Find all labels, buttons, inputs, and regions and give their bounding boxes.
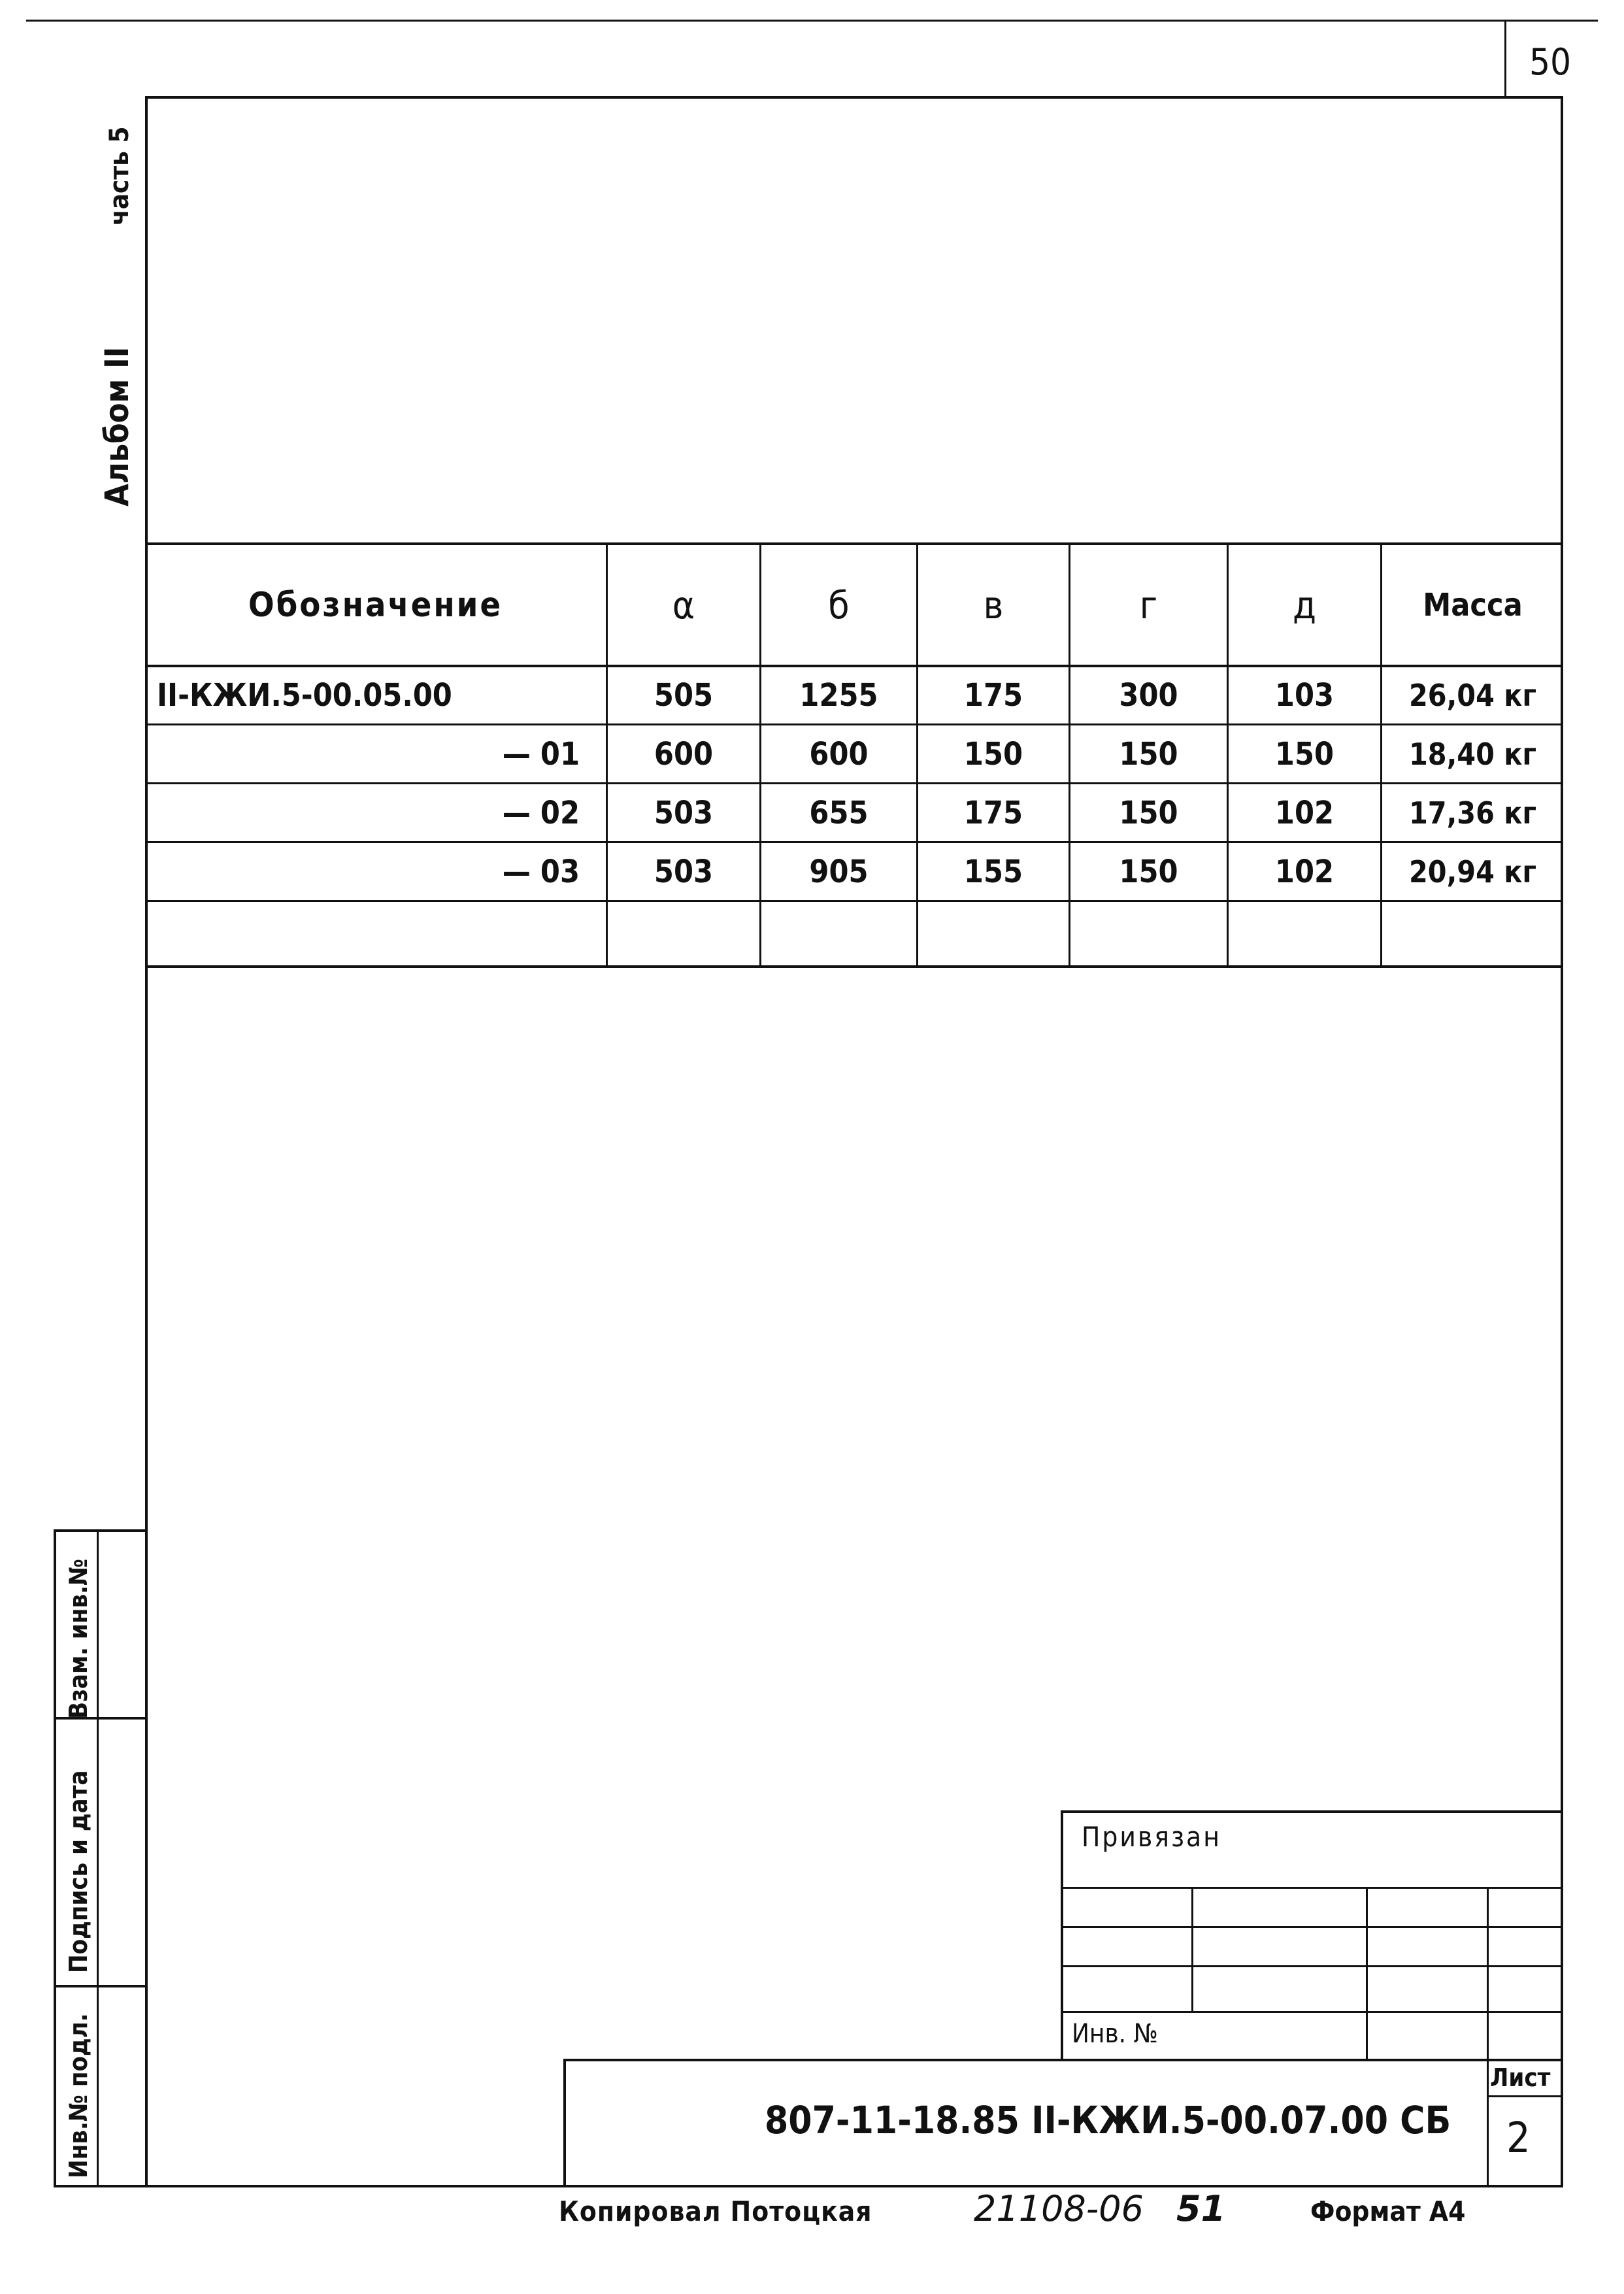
inv-no-label: Инв. № <box>1072 2019 1158 2049</box>
strip-inner-line <box>97 1529 99 2187</box>
header-g: г <box>1139 582 1158 627</box>
inv-podl-label: Инв.№ подл. <box>64 2013 93 2178</box>
sheet-box-divider <box>1487 2059 1489 2187</box>
page-number-box-divider <box>1504 22 1506 96</box>
table-bottom-line <box>145 965 1563 968</box>
top-border-line <box>26 20 1598 22</box>
privyazan-label: Привязан <box>1082 1821 1221 1853</box>
row1-b: 1255 <box>799 677 878 714</box>
signature-date-label: Подпись и дата <box>64 1770 93 1973</box>
row4-designation: — 03 <box>502 853 580 890</box>
row3-mass: 17,36 кг <box>1408 795 1537 831</box>
row3-a: 503 <box>654 794 714 831</box>
row2-b: 600 <box>809 735 869 773</box>
parameter-table <box>145 542 1563 967</box>
header-designation: Обозначение <box>248 585 503 625</box>
privyazan-grid-col <box>1487 1887 1489 2059</box>
sheet-label: Лист <box>1490 2063 1551 2092</box>
row1-designation: II-КЖИ.5-00.05.00 <box>157 677 452 714</box>
row3-g: 150 <box>1119 794 1178 831</box>
header-mass: Масса <box>1423 586 1523 623</box>
vzam-inv-label: Взам. инв.№ <box>64 1558 93 1719</box>
part-label: часть 5 <box>105 126 135 225</box>
row4-mass: 20,94 кг <box>1408 854 1537 889</box>
row3-v: 175 <box>963 794 1023 831</box>
row1-g: 300 <box>1119 677 1178 714</box>
page-number: 50 <box>1529 41 1572 84</box>
privyazan-grid-col <box>1366 1887 1368 2059</box>
header-a: α <box>672 582 695 627</box>
header-b: б <box>828 582 850 627</box>
header-d: д <box>1292 582 1317 627</box>
row3-b: 655 <box>809 794 869 831</box>
row2-v: 150 <box>963 735 1023 773</box>
album-label: Альбом II <box>98 346 136 507</box>
sheet-box-hline <box>1487 2095 1563 2097</box>
row3-designation: — 02 <box>502 794 580 831</box>
header-v: в <box>983 582 1004 627</box>
order-page: 51 <box>1176 2188 1226 2229</box>
row2-designation: — 01 <box>502 735 580 773</box>
row2-d: 150 <box>1274 735 1334 773</box>
row1-a: 505 <box>654 677 714 714</box>
privyazan-grid-col <box>1191 1887 1193 2011</box>
strip-divider <box>54 1985 148 1987</box>
row1-mass: 26,04 кг <box>1408 678 1537 713</box>
sheet-number: 2 <box>1506 2114 1531 2163</box>
row4-g: 150 <box>1119 853 1178 890</box>
document-code: 807-11-18.85 II-КЖИ.5-00.07.00 СБ <box>765 2098 1451 2142</box>
order-number: 21108-06 <box>974 2188 1144 2229</box>
row4-b: 905 <box>809 853 869 890</box>
row4-d: 102 <box>1274 853 1334 890</box>
row2-g: 150 <box>1119 735 1178 773</box>
row2-a: 600 <box>654 735 714 773</box>
row1-v: 175 <box>963 677 1023 714</box>
row4-a: 503 <box>654 853 714 890</box>
row2-mass: 18,40 кг <box>1408 736 1537 772</box>
row1-d: 103 <box>1274 677 1334 714</box>
row3-d: 102 <box>1274 794 1334 831</box>
copied-by: Копировал Потоцкая <box>559 2195 872 2227</box>
row4-v: 155 <box>963 853 1023 890</box>
row5-designation <box>145 902 606 965</box>
format-label: Формат А4 <box>1310 2195 1466 2227</box>
